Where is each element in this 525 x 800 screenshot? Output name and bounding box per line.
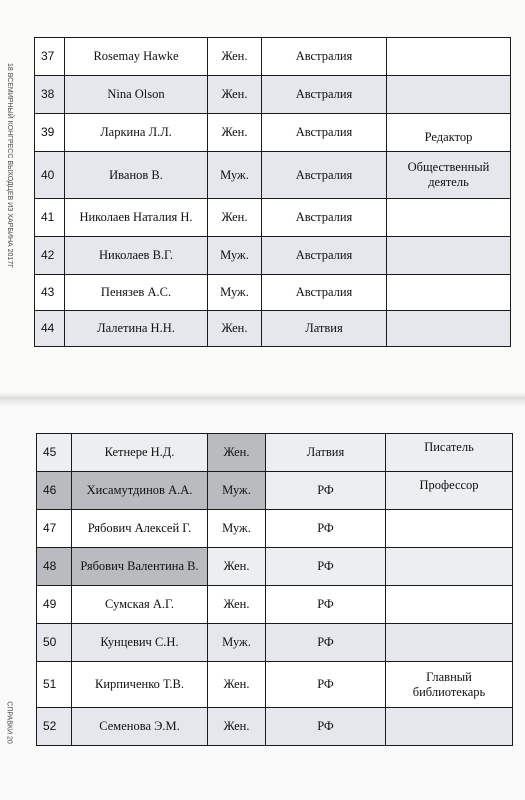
table-row [35, 38, 511, 76]
participant-country: РФ [266, 548, 386, 586]
participant-country: Австралия [262, 114, 387, 152]
participant-country: РФ [266, 662, 386, 708]
table-row [37, 548, 513, 586]
participant-gender: Жен. [208, 708, 266, 746]
top-page [0, 0, 525, 397]
participants-table-top [34, 37, 511, 347]
participant-role [387, 38, 511, 76]
participant-role [387, 76, 511, 114]
participant-country: Латвия [266, 434, 386, 472]
participant-name: Кунцевич С.Н. [72, 624, 208, 662]
participant-country: РФ [266, 708, 386, 746]
participant-role: Редактор [387, 114, 511, 152]
participant-gender: Муж. [208, 510, 266, 548]
row-number: 50 [37, 624, 72, 662]
side-label-bottom: СПРАВКИ 20 [5, 700, 13, 744]
row-number: 52 [37, 708, 72, 746]
participant-name: Николаев В.Г. [65, 237, 208, 275]
row-number: 38 [35, 76, 65, 114]
participant-gender: Жен. [208, 114, 262, 152]
participant-country: РФ [266, 624, 386, 662]
table-row [37, 434, 513, 472]
participant-role [386, 624, 513, 662]
participant-country: Австралия [262, 199, 387, 237]
table-row [37, 510, 513, 548]
participant-gender: Жен. [208, 434, 266, 472]
participant-gender: Жен. [208, 76, 262, 114]
participant-name: Рябович Алексей Г. [72, 510, 208, 548]
participant-name: Семенова Э.М. [72, 708, 208, 746]
table-row [37, 624, 513, 662]
row-number: 42 [35, 237, 65, 275]
participant-name: Rosemay Hawke [65, 38, 208, 76]
row-number: 51 [37, 662, 72, 708]
participant-name: Пенязев А.С. [65, 275, 208, 311]
participant-gender: Муж. [208, 472, 266, 510]
table-row [35, 311, 511, 347]
table-row [35, 199, 511, 237]
participant-role: Главный библиотекарь [386, 662, 513, 708]
participant-country: Австралия [262, 275, 387, 311]
participant-name: Лалетина Н.Н. [65, 311, 208, 347]
table-row [35, 275, 511, 311]
row-number: 40 [35, 152, 65, 199]
participant-gender: Муж. [208, 275, 262, 311]
participant-name: Кирпиченко Т.В. [72, 662, 208, 708]
participant-country: РФ [266, 510, 386, 548]
table-row [35, 76, 511, 114]
participant-name: Рябович Валентина В. [72, 548, 208, 586]
participant-gender: Муж. [208, 237, 262, 275]
participant-role [386, 548, 513, 586]
participant-role: Профессор [386, 472, 513, 510]
row-number: 37 [35, 38, 65, 76]
participant-role [386, 708, 513, 746]
table-row [37, 662, 513, 708]
table-row [37, 708, 513, 746]
row-number: 44 [35, 311, 65, 347]
participant-role [387, 311, 511, 347]
participant-role: Писатель [386, 434, 513, 472]
participant-role [386, 510, 513, 548]
page-fold [0, 392, 525, 406]
participant-name: Ларкина Л.Л. [65, 114, 208, 152]
participant-country: Австралия [262, 76, 387, 114]
participant-role: Общественный деятель [387, 152, 511, 199]
participant-country: Австралия [262, 152, 387, 199]
row-number: 39 [35, 114, 65, 152]
participant-role [386, 586, 513, 624]
participant-name: Nina Olson [65, 76, 208, 114]
table-row [37, 472, 513, 510]
row-number: 49 [37, 586, 72, 624]
row-number: 41 [35, 199, 65, 237]
participant-country: Латвия [262, 311, 387, 347]
row-number: 46 [37, 472, 72, 510]
table-row [35, 152, 511, 199]
participant-name: Николаев Наталия Н. [65, 199, 208, 237]
side-label-top: 18 ВСЕМИРНЫЙ КОНГРЕСС ВЫХОДЦЕВ ИЗ ХАРБИНА 2017Г [5, 62, 13, 268]
participant-gender: Жен. [208, 662, 266, 708]
participant-gender: Жен. [208, 548, 266, 586]
participant-gender: Жен. [208, 199, 262, 237]
row-number: 45 [37, 434, 72, 472]
participant-gender: Жен. [208, 38, 262, 76]
row-number: 47 [37, 510, 72, 548]
row-number: 43 [35, 275, 65, 311]
participant-name: Иванов В. [65, 152, 208, 199]
participant-gender: Жен. [208, 311, 262, 347]
bottom-page [0, 397, 525, 800]
participant-gender: Муж. [208, 152, 262, 199]
participant-country: Австралия [262, 38, 387, 76]
participant-name: Сумская А.Г. [72, 586, 208, 624]
participant-role [387, 199, 511, 237]
participants-table-bottom [36, 433, 513, 746]
table-row [37, 586, 513, 624]
participant-role [387, 275, 511, 311]
table-row [35, 237, 511, 275]
participant-gender: Жен. [208, 586, 266, 624]
table-row [35, 114, 511, 152]
row-number: 48 [37, 548, 72, 586]
participant-name: Кетнере Н.Д. [72, 434, 208, 472]
participant-gender: Муж. [208, 624, 266, 662]
participant-name: Хисамутдинов А.А. [72, 472, 208, 510]
participant-country: Австралия [262, 237, 387, 275]
participant-country: РФ [266, 586, 386, 624]
participant-role [387, 237, 511, 275]
participant-country: РФ [266, 472, 386, 510]
